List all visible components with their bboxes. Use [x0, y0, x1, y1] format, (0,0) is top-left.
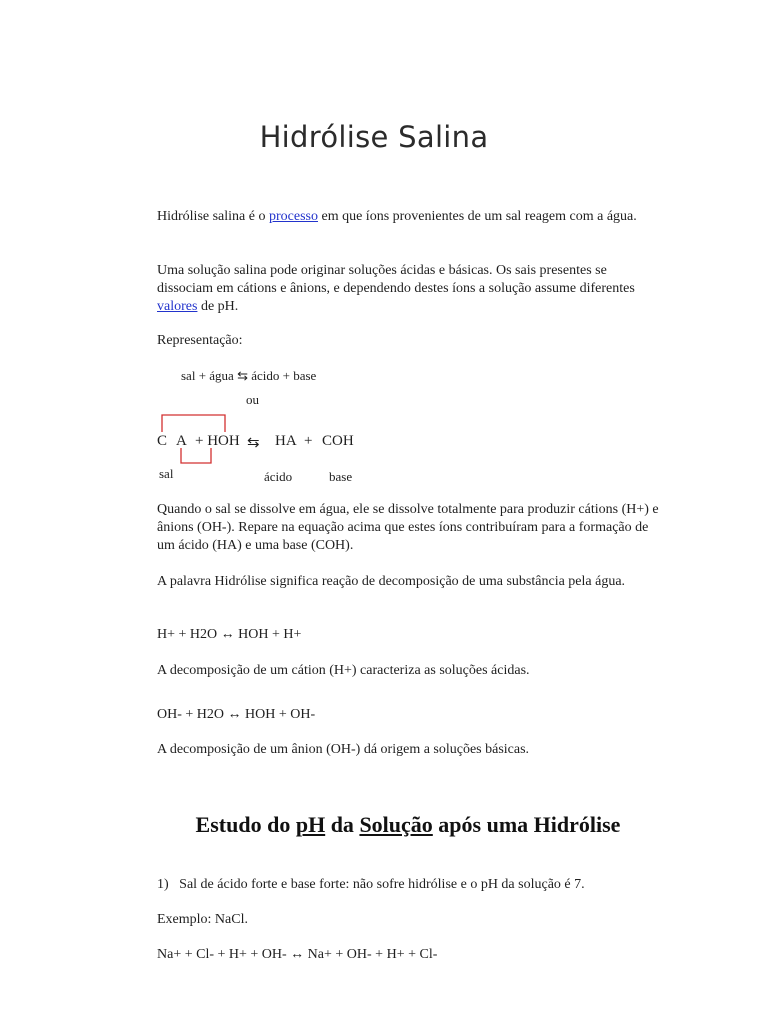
diagram-sal-label: sal: [159, 466, 174, 481]
cation-paragraph: A decomposição de um cátion (H+) caracteriza as soluções ácidas.: [157, 663, 530, 678]
section-heading: [0, 812, 768, 838]
hydrolysis-meaning-paragraph: A palavra Hidrólise significa reação de decomposição de uma substância pela água.: [157, 574, 626, 589]
cation-bracket: [162, 415, 225, 432]
heading-solucao: Solução: [359, 812, 433, 837]
diagram-base-label: base: [329, 469, 353, 484]
list-item-1: 1) Sal de ácido forte e base forte: não sofre hidrólise e o pH da solução é 7.: [157, 877, 585, 892]
diagram-equation-words: sal + água ⇆ ácido + base: [181, 368, 317, 383]
diagram-acido-label: ácido: [264, 469, 293, 484]
salt-solution-paragraph: [157, 262, 662, 316]
diagram-plus-hoh: + HOH: [195, 433, 240, 449]
diagram-a: A: [176, 433, 187, 449]
equation-cation: H+ + H2O ↔ HOH + H+: [157, 627, 302, 642]
intro-paragraph: [157, 208, 662, 226]
diagram-c: C: [157, 433, 168, 449]
heading-part-3: após uma Hidrólise: [432, 812, 621, 837]
dissolution-paragraph: Quando o sal se dissolve em água, ele se dissolve totalmente para produzir cátions (H+) e ânions (OH-). Repare na equação acima que estes íons contribuíram para a formação de um ácido (HA) e uma base (COH).: [157, 502, 659, 553]
representacao-label: Representação:: [157, 333, 243, 348]
para2-text-end: de pH.: [197, 299, 239, 314]
heading-part-2: da: [325, 812, 360, 837]
intro-text-start: Hidrólise salina é o: [157, 209, 269, 224]
diagram-plus: +: [304, 433, 313, 449]
heading-part-1: Estudo do: [195, 812, 296, 837]
diagram-arrow: ⇆: [247, 435, 260, 451]
diagram-coh: COH: [322, 433, 354, 449]
intro-text-end: em que íons provenientes de um sal reagem com a água.: [317, 209, 637, 224]
equation-nacl: Na+ + Cl- + H+ + OH- ↔ Na+ + OH- + H+ + Cl-: [157, 947, 438, 962]
diagram-ha: HA: [275, 433, 297, 449]
heading-ph: pH: [295, 812, 326, 837]
example-label: Exemplo: NaCl.: [157, 912, 248, 927]
anion-paragraph: A decomposição de um ânion (OH-) dá origem a soluções básicas.: [157, 742, 530, 757]
para2-text-start: Uma solução salina pode originar soluções ácidas e básicas. Os sais presentes se dissociam em cátions e ânions, e dependendo destes íons a solução assume diferentes: [157, 263, 635, 296]
anion-bracket: [181, 448, 211, 463]
equation-anion: OH- + H2O ↔ HOH + OH-: [157, 707, 316, 722]
page-title: Hidrólise Salina: [259, 120, 489, 154]
hydrolysis-diagram: [155, 362, 375, 492]
processo-link[interactable]: processo: [268, 209, 318, 224]
valores-link[interactable]: valores: [157, 299, 198, 314]
diagram-ou: ou: [246, 392, 259, 407]
